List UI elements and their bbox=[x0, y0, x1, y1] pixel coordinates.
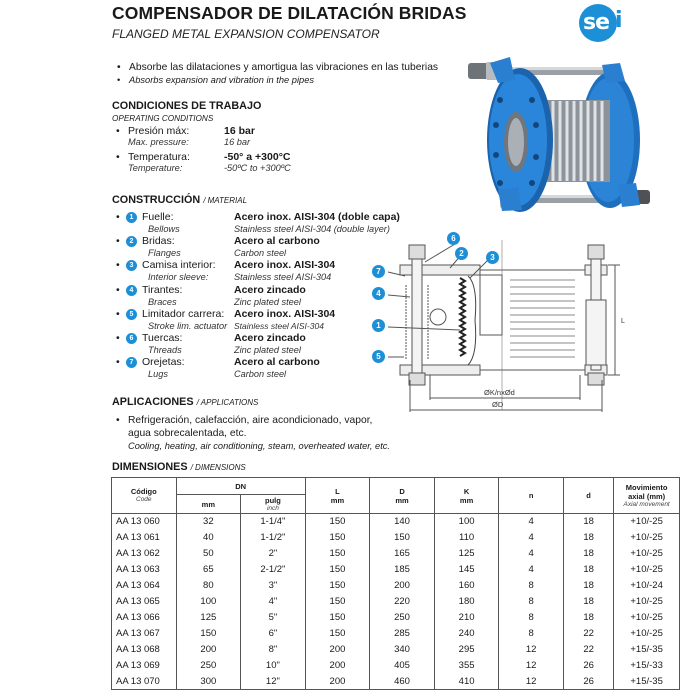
material-item-1-en: Bellows Stainless steel AISI-304 (double layer) bbox=[148, 224, 390, 234]
table-cell: AA 13 070 bbox=[112, 674, 177, 690]
table-cell: 150 bbox=[305, 546, 370, 562]
material-item-6: • 6 Tuercas: Acero zincado bbox=[116, 332, 306, 344]
diagram-label-l: L bbox=[621, 318, 625, 325]
badge-3-icon: 3 bbox=[126, 260, 137, 271]
table-cell: 26 bbox=[563, 674, 613, 690]
diagram-badge-3-icon: 3 bbox=[486, 251, 499, 264]
table-cell: 150 bbox=[305, 562, 370, 578]
table-cell: +10/-25 bbox=[614, 626, 680, 642]
material-item-4-en: Braces Zinc plated steel bbox=[148, 297, 301, 307]
table-cell: 210 bbox=[434, 610, 499, 626]
table-cell: +15/-35 bbox=[614, 642, 680, 658]
table-cell: AA 13 068 bbox=[112, 642, 177, 658]
material-item-5: • 5 Limitador carrera: Acero inox. AISI-304 bbox=[116, 308, 336, 320]
table-row bbox=[112, 562, 680, 578]
material-item-7-en: Lugs Carbon steel bbox=[148, 369, 287, 379]
col-n: n bbox=[499, 478, 564, 514]
table-cell: 150 bbox=[176, 626, 241, 642]
table-cell: 150 bbox=[305, 626, 370, 642]
dimensions-heading: DIMENSIONES / DIMENSIONS bbox=[112, 461, 246, 473]
table-row bbox=[112, 578, 680, 594]
table-cell: 200 bbox=[176, 642, 241, 658]
table-cell: 8 bbox=[499, 578, 564, 594]
table-cell: 5" bbox=[241, 610, 306, 626]
table-cell: 200 bbox=[305, 674, 370, 690]
table-cell: 8 bbox=[499, 594, 564, 610]
diagram-badge-7-icon: 7 bbox=[372, 265, 385, 278]
table-cell: 4 bbox=[499, 546, 564, 562]
table-cell: 250 bbox=[370, 610, 435, 626]
col-dn-mm: mm bbox=[176, 495, 241, 514]
table-cell: 26 bbox=[563, 658, 613, 674]
operating-item-pressure: • Presión máx: 16 bar Max. pressure: 16 bar bbox=[116, 125, 255, 147]
table-cell: AA 13 065 bbox=[112, 594, 177, 610]
table-cell: 3" bbox=[241, 578, 306, 594]
table-cell: +10/-25 bbox=[614, 546, 680, 562]
badge-1-icon: 1 bbox=[126, 212, 137, 223]
table-cell: 65 bbox=[176, 562, 241, 578]
diagram-badge-2-icon: 2 bbox=[455, 247, 468, 260]
table-cell: 12 bbox=[499, 658, 564, 674]
applications-es: • Refrigeración, calefacción, aire acondicionado, vapor, bbox=[116, 415, 373, 426]
table-cell: 300 bbox=[176, 674, 241, 690]
table-cell: AA 13 063 bbox=[112, 562, 177, 578]
table-cell: 10" bbox=[241, 658, 306, 674]
diagram-badge-4-icon: 4 bbox=[372, 287, 385, 300]
table-cell: 32 bbox=[176, 514, 241, 530]
table-cell: 2-1/2" bbox=[241, 562, 306, 578]
table-cell: 125 bbox=[176, 610, 241, 626]
table-cell: +10/-25 bbox=[614, 594, 680, 610]
applications-es-2: agua sobrecalentada, etc. bbox=[128, 428, 247, 439]
material-item-7: • 7 Orejetas: Acero al carbono bbox=[116, 356, 320, 368]
table-cell: 405 bbox=[370, 658, 435, 674]
table-row bbox=[112, 642, 680, 658]
dimensions-table-body bbox=[112, 514, 680, 690]
diagram-label-d: ØD bbox=[492, 400, 504, 409]
table-cell: 1-1/2" bbox=[241, 530, 306, 546]
table-cell: 125 bbox=[434, 546, 499, 562]
feature-en: • Absorbs expansion and vibration in the pipes bbox=[117, 75, 315, 85]
logo-text: se bbox=[583, 10, 610, 35]
applications-heading: APLICACIONES / APPLICATIONS bbox=[112, 396, 259, 408]
product-image bbox=[460, 45, 660, 215]
diagram-badge-6-icon: 6 bbox=[447, 232, 460, 245]
table-cell: +15/-35 bbox=[614, 674, 680, 690]
sei-logo bbox=[579, 4, 617, 42]
material-item-6-en: Threads Zinc plated steel bbox=[148, 345, 301, 355]
table-cell: 18 bbox=[563, 594, 613, 610]
table-cell: 100 bbox=[434, 514, 499, 530]
applications-en: Cooling, heating, air conditioning, steam, overheated water, etc. bbox=[128, 441, 391, 451]
col-d: D mm bbox=[370, 478, 435, 514]
table-cell: 150 bbox=[305, 578, 370, 594]
table-cell: 160 bbox=[434, 578, 499, 594]
table-row bbox=[112, 610, 680, 626]
table-cell: 8 bbox=[499, 626, 564, 642]
badge-4-icon: 4 bbox=[126, 285, 137, 296]
table-cell: 200 bbox=[305, 658, 370, 674]
table-cell: 4 bbox=[499, 514, 564, 530]
table-cell: 4 bbox=[499, 562, 564, 578]
table-cell: AA 13 066 bbox=[112, 610, 177, 626]
table-cell: AA 13 061 bbox=[112, 530, 177, 546]
construction-heading: CONSTRUCCIÓN / MATERIAL bbox=[112, 194, 248, 206]
operating-heading: CONDICIONES DE TRABAJO bbox=[112, 100, 262, 112]
table-cell: 410 bbox=[434, 674, 499, 690]
table-cell: 22 bbox=[563, 626, 613, 642]
table-cell: 220 bbox=[370, 594, 435, 610]
operating-heading-en: OPERATING CONDITIONS bbox=[112, 114, 214, 123]
table-cell: +15/-33 bbox=[614, 658, 680, 674]
table-cell: 150 bbox=[305, 610, 370, 626]
table-row bbox=[112, 530, 680, 546]
table-cell: 18 bbox=[563, 610, 613, 626]
table-cell: 185 bbox=[370, 562, 435, 578]
table-cell: 150 bbox=[305, 514, 370, 530]
table-cell: 1-1/4" bbox=[241, 514, 306, 530]
table-cell: 18 bbox=[563, 578, 613, 594]
table-cell: 2" bbox=[241, 546, 306, 562]
table-cell: 110 bbox=[434, 530, 499, 546]
col-code: Código Code bbox=[112, 478, 177, 514]
table-cell: 100 bbox=[176, 594, 241, 610]
badge-7-icon: 7 bbox=[126, 357, 137, 368]
table-cell: 145 bbox=[434, 562, 499, 578]
table-row bbox=[112, 514, 680, 530]
material-item-2: • 2 Bridas: Acero al carbono bbox=[116, 235, 320, 247]
diagram-label-k: ØK/nxØd bbox=[484, 388, 515, 397]
col-l: L mm bbox=[305, 478, 370, 514]
table-cell: 18 bbox=[563, 546, 613, 562]
table-cell: 355 bbox=[434, 658, 499, 674]
table-cell: 140 bbox=[370, 514, 435, 530]
badge-6-icon: 6 bbox=[126, 333, 137, 344]
table-cell: 6" bbox=[241, 626, 306, 642]
material-item-3: • 3 Camisa interior: Acero inox. AISI-304 bbox=[116, 259, 336, 271]
col-k: K mm bbox=[434, 478, 499, 514]
diagram-badge-1-icon: 1 bbox=[372, 319, 385, 332]
page-title: COMPENSADOR DE DILATACIÓN BRIDAS bbox=[112, 3, 467, 23]
table-cell: 80 bbox=[176, 578, 241, 594]
material-item-5-en: Stroke lim. actuator Stainless steel AISI-304 bbox=[148, 321, 324, 331]
material-item-1: • 1 Fuelle: Acero inox. AISI-304 (doble capa) bbox=[116, 211, 400, 223]
table-cell: 150 bbox=[305, 594, 370, 610]
diagram-badge-5-icon: 5 bbox=[372, 350, 385, 363]
table-cell: +10/-25 bbox=[614, 610, 680, 626]
table-cell: 18 bbox=[563, 530, 613, 546]
table-cell: 8 bbox=[499, 610, 564, 626]
table-row bbox=[112, 546, 680, 562]
table-cell: 150 bbox=[305, 530, 370, 546]
table-cell: AA 13 069 bbox=[112, 658, 177, 674]
table-cell: +10/-25 bbox=[614, 562, 680, 578]
col-dd: d bbox=[563, 478, 613, 514]
badge-5-icon: 5 bbox=[126, 309, 137, 320]
table-row bbox=[112, 594, 680, 610]
operating-item-temperature: • Temperatura: -50° a +300°C Temperature: -50ºC to +300ºC bbox=[116, 151, 291, 173]
page-subtitle: FLANGED METAL EXPANSION COMPENSATOR bbox=[112, 27, 380, 41]
table-cell: 12 bbox=[499, 642, 564, 658]
table-cell: +10/-25 bbox=[614, 514, 680, 530]
table-cell: 22 bbox=[563, 642, 613, 658]
table-row bbox=[112, 658, 680, 674]
table-cell: 40 bbox=[176, 530, 241, 546]
table-cell: 285 bbox=[370, 626, 435, 642]
col-movement: Movimiento axial (mm) Axial movement bbox=[614, 478, 680, 514]
table-cell: 18 bbox=[563, 562, 613, 578]
table-cell: 460 bbox=[370, 674, 435, 690]
badge-2-icon: 2 bbox=[126, 236, 137, 247]
table-cell: AA 13 060 bbox=[112, 514, 177, 530]
table-cell: 4 bbox=[499, 530, 564, 546]
table-cell: +10/-24 bbox=[614, 578, 680, 594]
table-row bbox=[112, 674, 680, 690]
table-cell: 50 bbox=[176, 546, 241, 562]
material-item-2-en: Flanges Carbon steel bbox=[148, 248, 287, 258]
table-cell: AA 13 067 bbox=[112, 626, 177, 642]
logo-i: i bbox=[615, 8, 623, 33]
dimensions-table bbox=[111, 477, 680, 690]
table-cell: 12 bbox=[499, 674, 564, 690]
table-cell: 12" bbox=[241, 674, 306, 690]
table-cell: 180 bbox=[434, 594, 499, 610]
table-cell: 200 bbox=[370, 578, 435, 594]
table-cell: 295 bbox=[434, 642, 499, 658]
table-cell: AA 13 062 bbox=[112, 546, 177, 562]
material-item-3-en: Interior sleeve: Stainless steel AISI-304 bbox=[148, 272, 332, 282]
feature-es: • Absorbe las dilataciones y amortigua las vibraciones en las tuberias bbox=[117, 62, 439, 73]
material-item-4: • 4 Tirantes: Acero zincado bbox=[116, 284, 306, 296]
table-cell: 200 bbox=[305, 642, 370, 658]
table-row bbox=[112, 626, 680, 642]
table-cell: 150 bbox=[370, 530, 435, 546]
table-cell: 240 bbox=[434, 626, 499, 642]
col-dn-inch: pulg inch bbox=[241, 495, 306, 514]
table-cell: 165 bbox=[370, 546, 435, 562]
table-cell: 340 bbox=[370, 642, 435, 658]
col-dn: DN bbox=[176, 478, 305, 495]
table-cell: 8" bbox=[241, 642, 306, 658]
table-cell: 4" bbox=[241, 594, 306, 610]
table-cell: 18 bbox=[563, 514, 613, 530]
table-cell: AA 13 064 bbox=[112, 578, 177, 594]
table-cell: 250 bbox=[176, 658, 241, 674]
table-cell: +10/-25 bbox=[614, 530, 680, 546]
